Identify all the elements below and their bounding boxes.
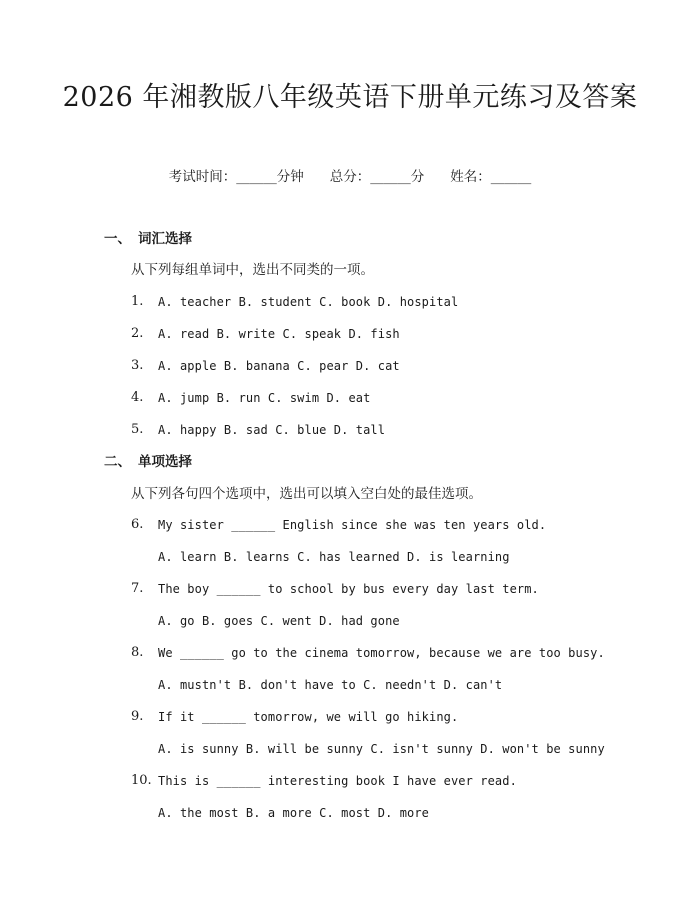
question-options: A. is sunny B. will be sunny C. isn't sunny D. won't be sunny bbox=[158, 742, 605, 756]
section-instruction-1: 从下列每组单词中，选出不同类的一项。 bbox=[131, 262, 374, 278]
question-number: 5. bbox=[131, 422, 144, 437]
question-options: A. mustn't B. don't have to C. needn't D. can't bbox=[158, 678, 503, 692]
question-number: 7. bbox=[131, 581, 144, 596]
question-number: 6. bbox=[131, 517, 144, 532]
question-number: 8. bbox=[131, 645, 144, 660]
section-instruction-2: 从下列各句四个选项中，选出可以填入空白处的最佳选项。 bbox=[131, 486, 482, 502]
question-text: A. jump B. run C. swim D. eat bbox=[158, 391, 371, 405]
question-options: A. learn B. learns C. has learned D. is learning bbox=[158, 550, 510, 564]
total-score: 总分：______分 bbox=[329, 169, 425, 185]
exam-meta bbox=[0, 166, 700, 188]
question-text: A. apple B. banana C. pear D. cat bbox=[158, 359, 400, 373]
question-number: 3. bbox=[131, 358, 144, 373]
question-text: A. read B. write C. speak D. fish bbox=[158, 327, 400, 341]
question-number: 1. bbox=[131, 294, 144, 309]
question-text: A. teacher B. student C. book D. hospital bbox=[158, 295, 459, 309]
question-text: If it ______ tomorrow, we will go hiking. bbox=[158, 710, 459, 724]
section-heading-2 bbox=[104, 452, 192, 472]
section-title: 词汇选择 bbox=[138, 231, 192, 247]
section-number: 一、 bbox=[104, 231, 131, 247]
question-text: A. happy B. sad C. blue D. tall bbox=[158, 423, 386, 437]
question-text: We ______ go to the cinema tomorrow, because we are too busy. bbox=[158, 646, 605, 660]
question-number: 9. bbox=[131, 709, 144, 724]
question-number: 10. bbox=[131, 773, 152, 788]
question-number: 2. bbox=[131, 326, 144, 341]
question-options: A. go B. goes C. went D. had gone bbox=[158, 614, 400, 628]
document-title: 2026 年湘教版八年级英语下册单元练习及答案 bbox=[62, 82, 638, 113]
section-heading-1 bbox=[104, 229, 192, 249]
question-options: A. the most B. a more C. most D. more bbox=[158, 806, 430, 820]
question-text: The boy ______ to school by bus every day last term. bbox=[158, 582, 539, 596]
section-title: 单项选择 bbox=[138, 454, 192, 470]
section-number: 二、 bbox=[104, 454, 131, 470]
question-text: My sister ______ English since she was ten years old. bbox=[158, 518, 547, 532]
exam-time: 考试时间：______分钟 bbox=[168, 169, 304, 185]
question-text: This is ______ interesting book I have ever read. bbox=[158, 774, 517, 788]
question-number: 4. bbox=[131, 390, 144, 405]
student-name: 姓名：______ bbox=[450, 169, 532, 185]
